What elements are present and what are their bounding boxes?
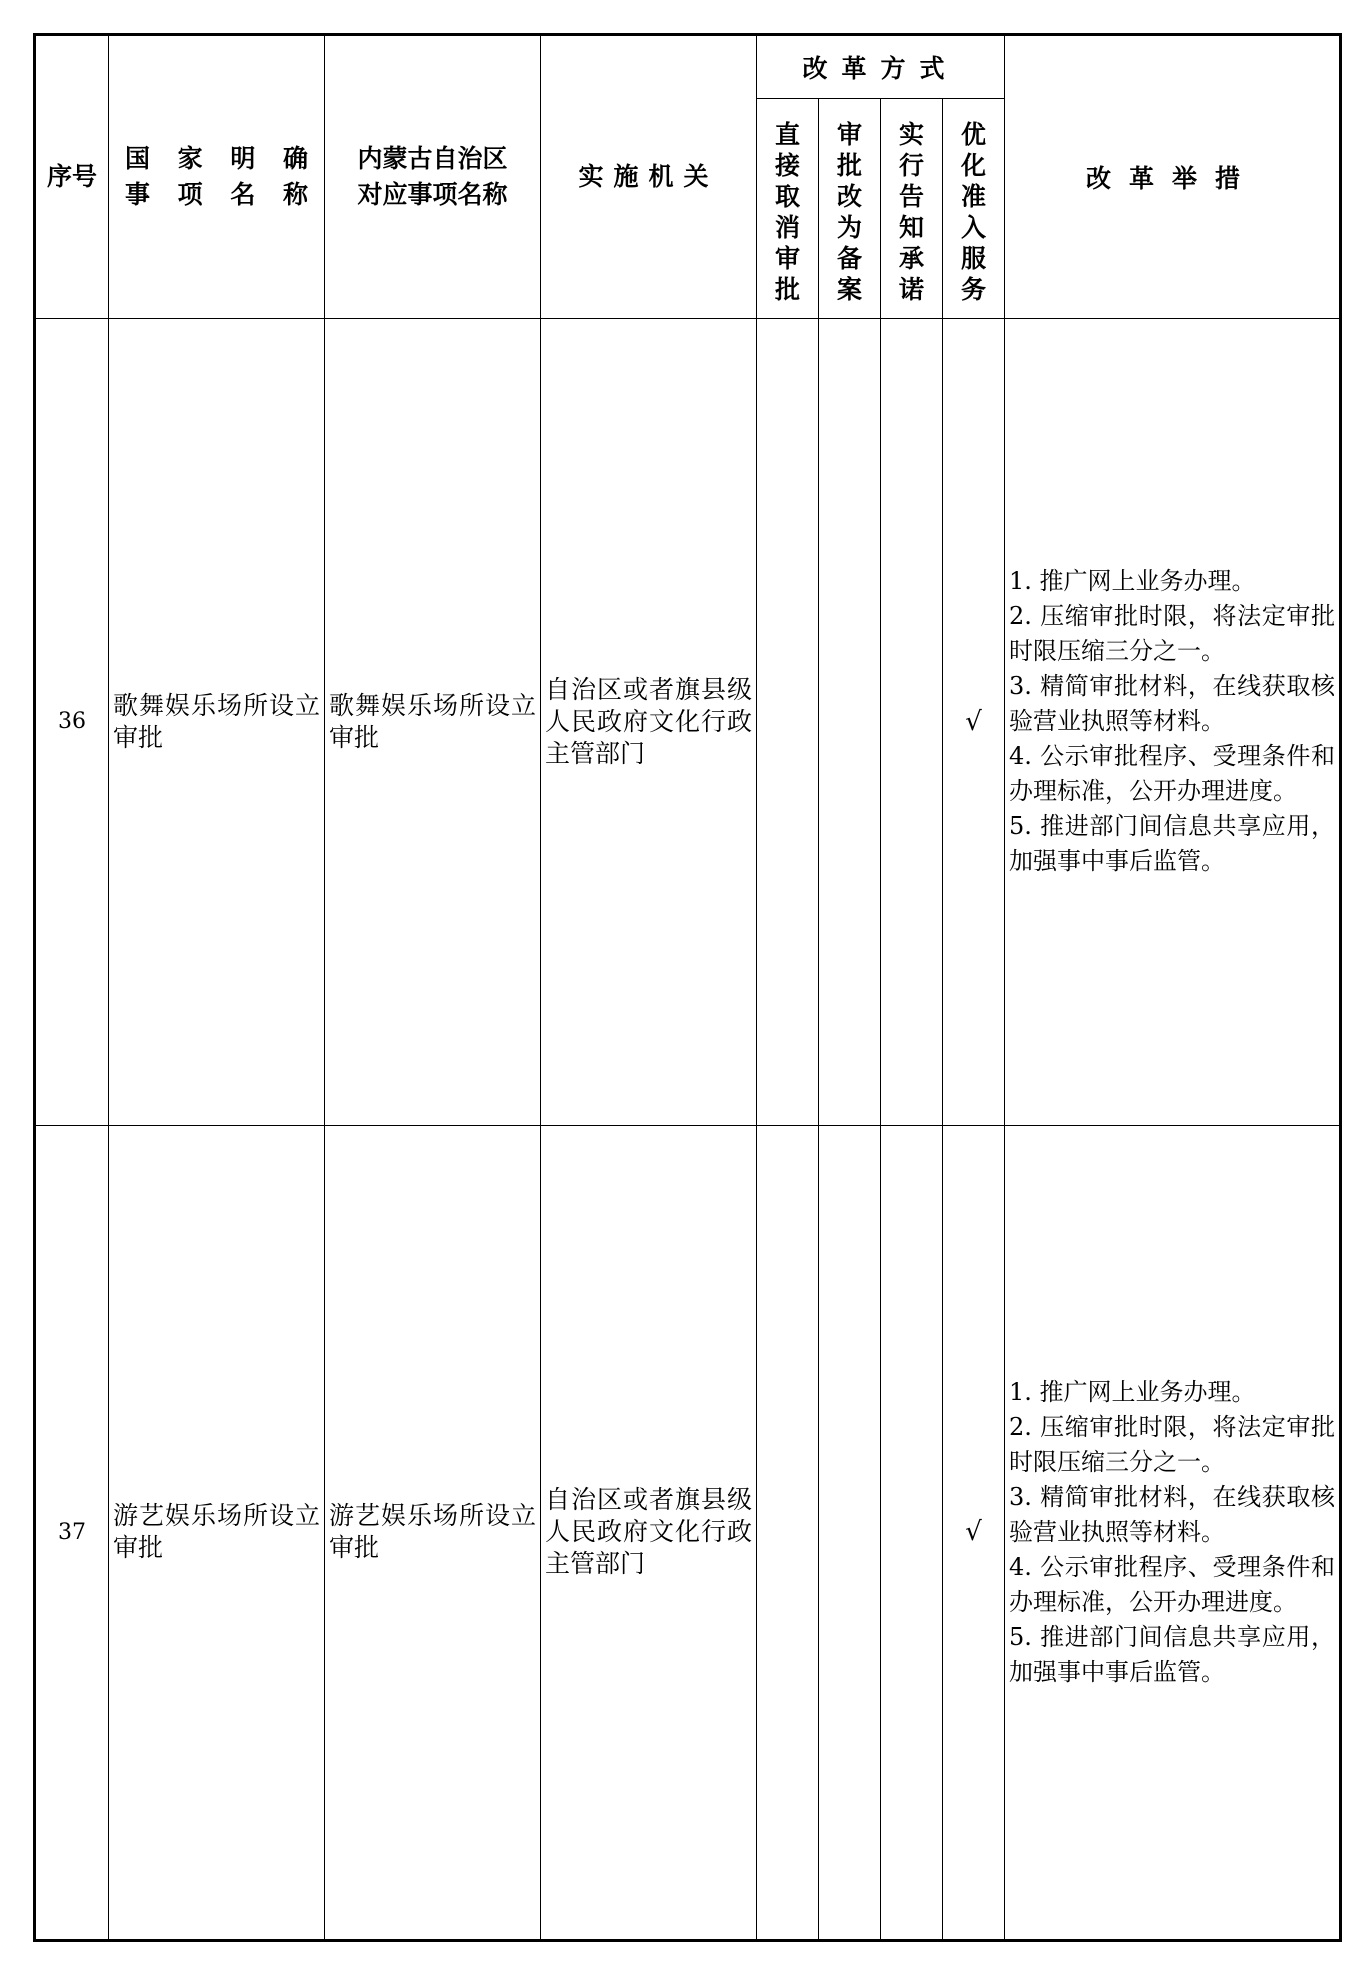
table-row	[35, 319, 1341, 1125]
header-char: 接	[774, 151, 800, 181]
header-mode-commitment	[881, 99, 943, 319]
measure-item: 3. 精简审批材料，在线获取核验营业执照等材料。	[1009, 1482, 1336, 1546]
header-measures: 改革举措	[1005, 35, 1341, 319]
header-nm-item-line1: 内蒙古自治区	[357, 144, 508, 174]
measure-item: 1. 推广网上业务办理。	[1009, 567, 1256, 596]
header-char: 务	[961, 275, 987, 305]
header-char: 直	[774, 120, 800, 150]
row-mode-commitment	[881, 1125, 943, 1940]
header-agency: 实施机关	[541, 35, 757, 319]
header-national-item-line2: 事项名称	[125, 180, 308, 210]
header-char: 知	[898, 213, 924, 243]
measure-item: 5. 推进部门间信息共享应用，加强事中事后监管。	[1009, 1622, 1336, 1686]
header-char: 入	[961, 213, 987, 243]
header-char: 为	[836, 213, 862, 243]
row-nm-item: 游艺娱乐场所设立审批	[325, 1125, 541, 1940]
row-mode-filing	[819, 319, 881, 1125]
header-national-item-line1: 国家明确	[125, 144, 308, 174]
table-row	[35, 1125, 1341, 1940]
row-agency: 自治区或者旗县级人民政府文化行政主管部门	[541, 319, 757, 1125]
measure-item: 5. 推进部门间信息共享应用，加强事中事后监管。	[1009, 812, 1336, 876]
header-mode-optimize	[943, 99, 1005, 319]
header-reform-mode: 改革方式	[757, 35, 1005, 99]
header-char: 诺	[898, 275, 924, 305]
header-char: 审	[774, 244, 800, 274]
measure-item: 3. 精简审批材料，在线获取核验营业执照等材料。	[1009, 672, 1336, 736]
measure-item: 2. 压缩审批时限，将法定审批时限压缩三分之一。	[1009, 602, 1336, 666]
row-agency: 自治区或者旗县级人民政府文化行政主管部门	[541, 1125, 757, 1940]
header-mode-cancel	[757, 99, 819, 319]
row-mode-cancel	[757, 1125, 819, 1940]
header-char: 取	[774, 182, 800, 212]
measure-item: 4. 公示审批程序、受理条件和办理标准，公开办理进度。	[1009, 742, 1336, 806]
row-national-item: 游艺娱乐场所设立审批	[109, 1125, 325, 1940]
row-mode-optimize: √	[943, 319, 1005, 1125]
row-mode-filing	[819, 1125, 881, 1940]
header-char: 审	[836, 120, 862, 150]
row-nm-item: 歌舞娱乐场所设立审批	[325, 319, 541, 1125]
header-char: 告	[898, 182, 924, 212]
row-mode-commitment	[881, 319, 943, 1125]
header-char: 批	[836, 151, 862, 181]
measure-item: 1. 推广网上业务办理。	[1009, 1377, 1256, 1406]
row-seq: 37	[35, 1125, 109, 1940]
header-char: 案	[836, 275, 862, 305]
header-char: 化	[961, 151, 987, 181]
header-national-item	[109, 35, 325, 319]
header-char: 优	[961, 120, 987, 150]
header-mode-filing	[819, 99, 881, 319]
measure-item: 2. 压缩审批时限，将法定审批时限压缩三分之一。	[1009, 1412, 1336, 1476]
header-char: 服	[961, 244, 987, 274]
row-national-item: 歌舞娱乐场所设立审批	[109, 319, 325, 1125]
row-mode-cancel	[757, 319, 819, 1125]
header-nm-item-line2: 对应事项名称	[357, 180, 508, 210]
row-mode-optimize: √	[943, 1125, 1005, 1940]
header-seq: 序号	[35, 35, 109, 319]
header-char: 消	[774, 213, 800, 243]
reform-table	[33, 33, 1342, 1942]
header-char: 批	[774, 275, 800, 305]
header-char: 改	[836, 182, 862, 212]
header-char: 行	[898, 151, 924, 181]
header-char: 承	[898, 244, 924, 274]
row-measures	[1005, 1125, 1341, 1940]
row-measures	[1005, 319, 1341, 1125]
header-char: 实	[898, 120, 924, 150]
header-char: 准	[961, 182, 987, 212]
row-seq: 36	[35, 319, 109, 1125]
header-nm-item	[325, 35, 541, 319]
measure-item: 4. 公示审批程序、受理条件和办理标准，公开办理进度。	[1009, 1552, 1336, 1616]
header-char: 备	[836, 244, 862, 274]
header-row-1	[35, 35, 1341, 99]
